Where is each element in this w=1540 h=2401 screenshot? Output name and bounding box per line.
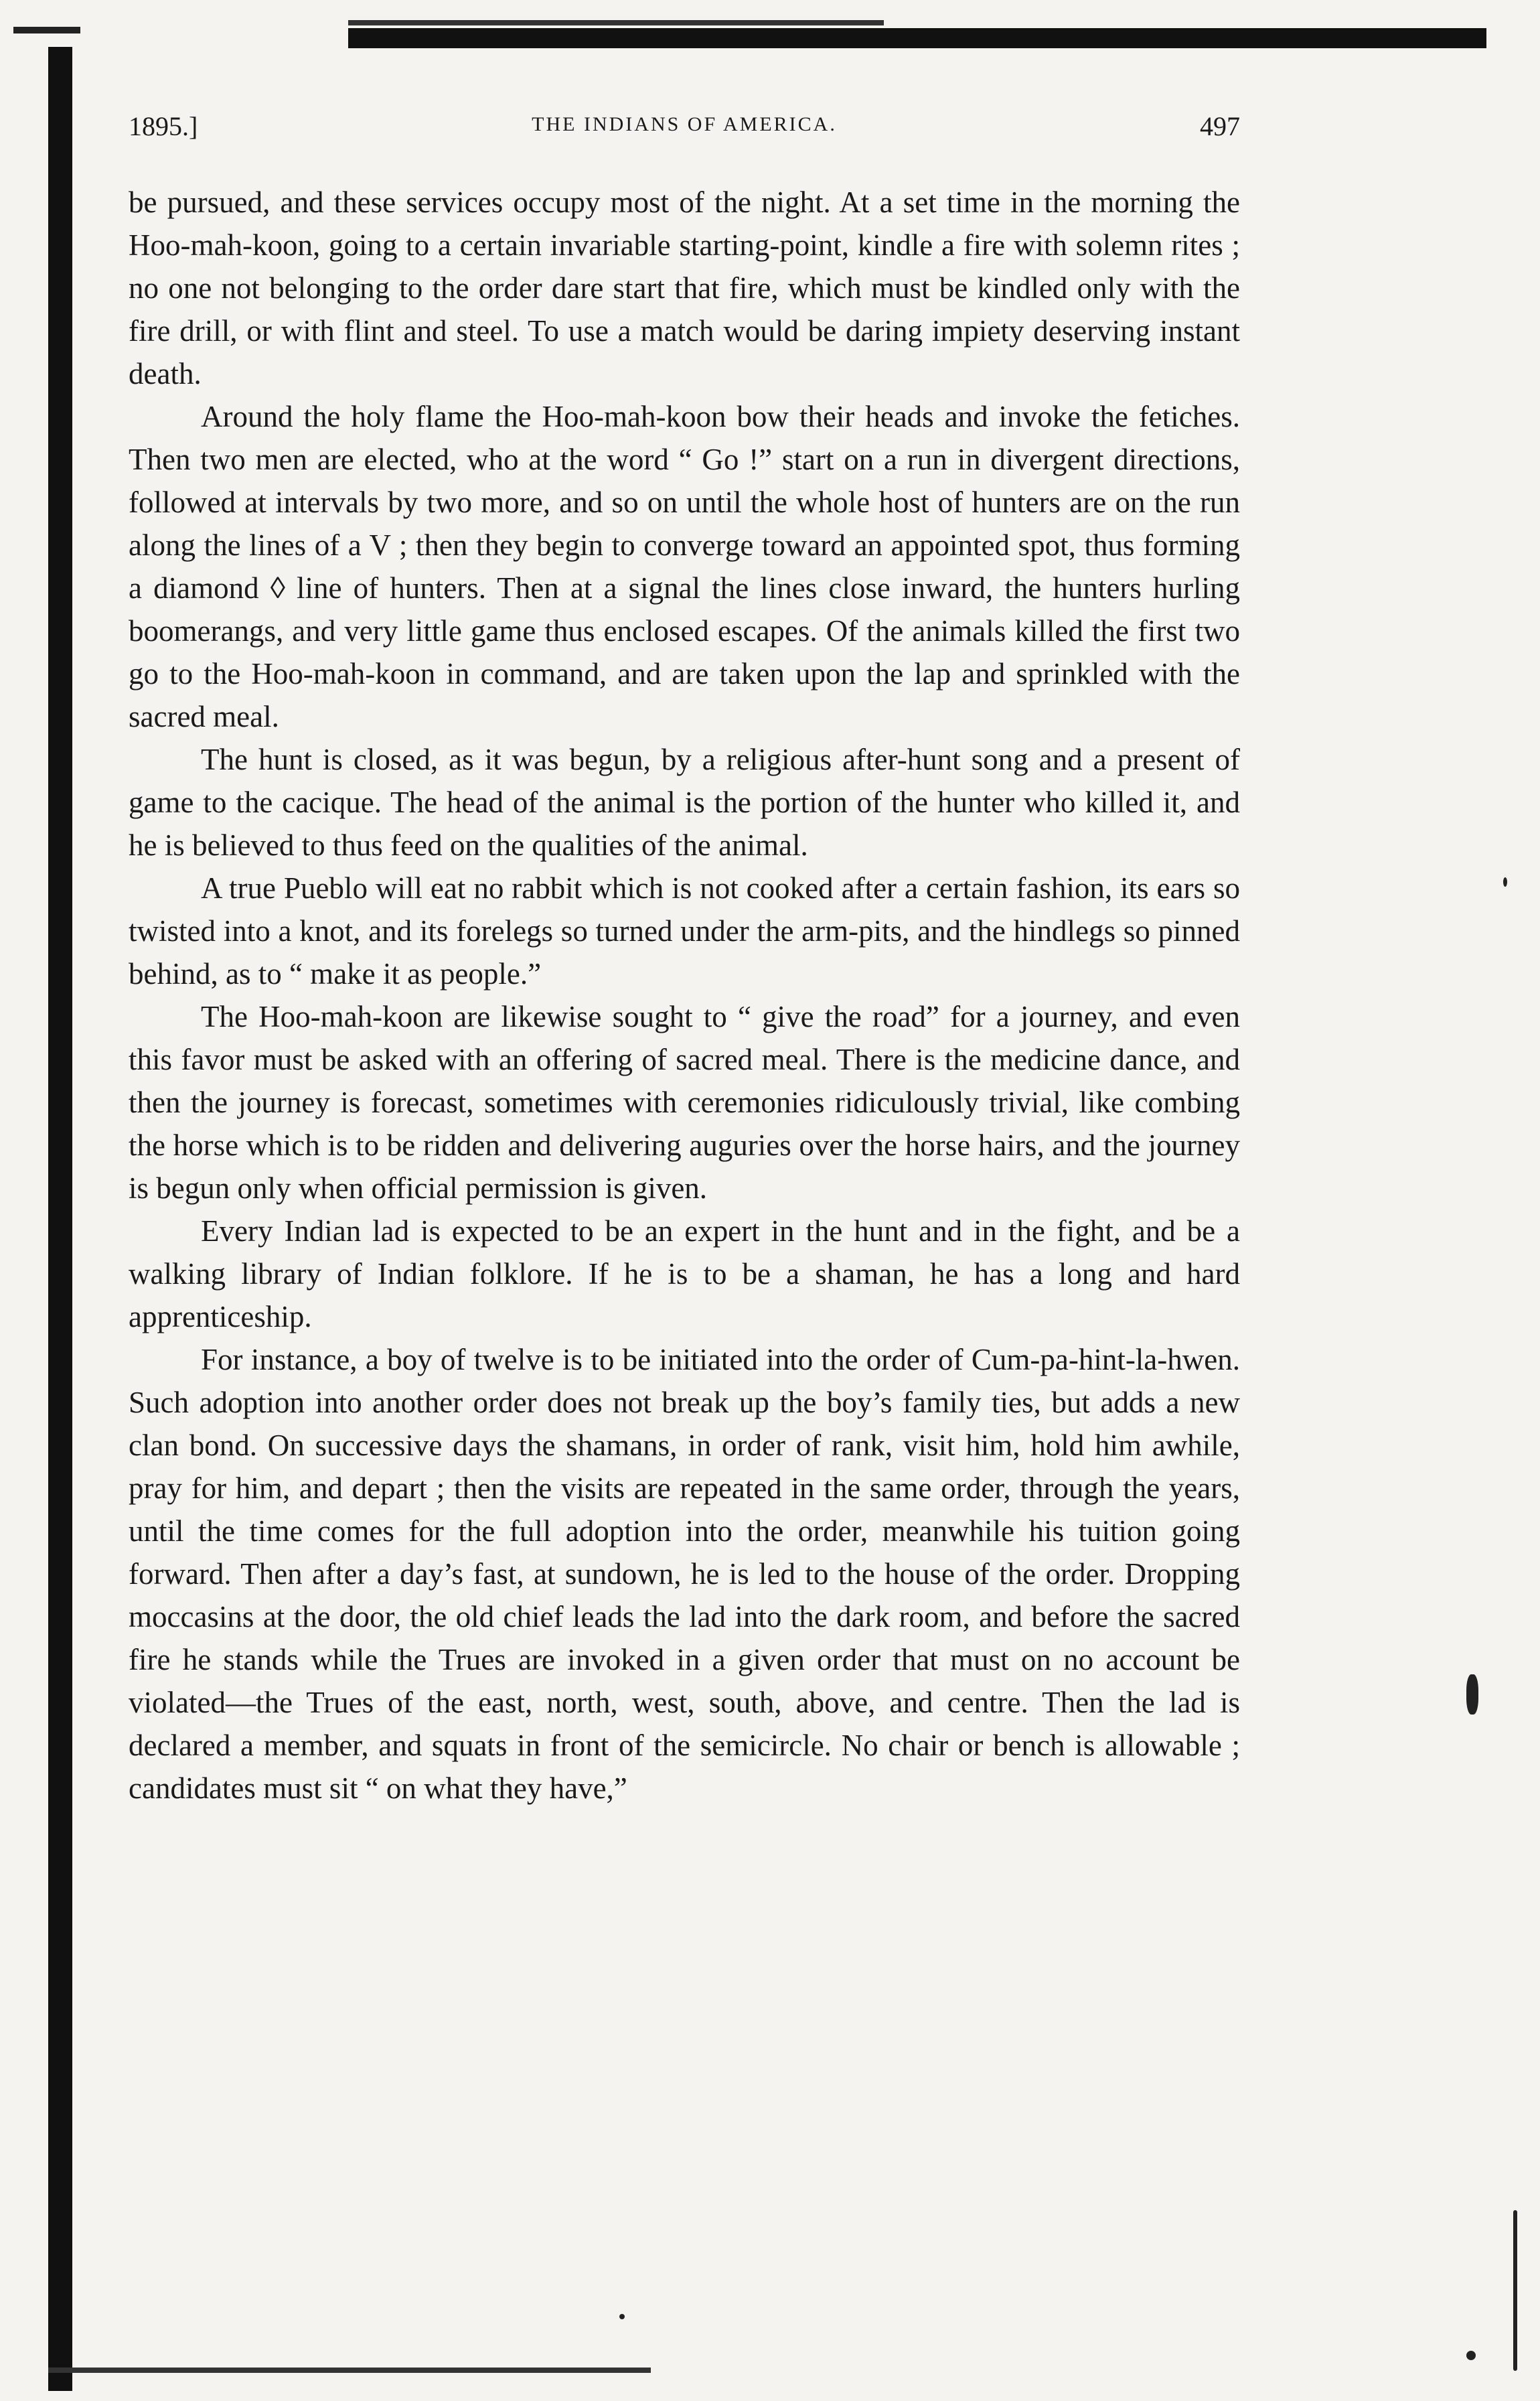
scan-speck: [619, 2314, 625, 2319]
paragraph: The Hoo-mah-koon are likewise sought to “ give the road” for a journey, and even this favor must be asked with an offering of sacred meal. There is the medicine dance, and then the journey is forecast, sometimes with ceremonies ridiculously trivial, like combing the horse which is to be ridden and delivering auguries over the horse hairs, and the journey is begun only when official permission is given.: [129, 1000, 1240, 1205]
paragraph: A true Pueblo will eat no rabbit which is not cooked after a certain fashion, its ears so twisted into a knot, and its forelegs so turned under the arm-pits, and the hindlegs so pinned behind, as to “ make it as people.”: [129, 871, 1240, 991]
paragraph: The hunt is closed, as it was begun, by a religious after-hunt song and a present of game to the cacique. The head of the animal is the portion of the hunter who killed it, and he is believed to thus feed on the qualities of the animal.: [129, 743, 1240, 862]
paragraph: Around the holy flame the Hoo-mah-koon bow their heads and invoke the fetiches. Then two men are elected, who at the word “ Go !” start on a run in divergent directions, followed at intervals by two more, and so on until the whole host of hunters are on the run along the lines of a V ; then they begin to converge toward an appointed spot, thus forming a diamond ◊ line of hunters. Then at a signal the lines close inward, the hunters hurling boomerangs, and very little game thus enclosed escapes. Of the animals killed the first two go to the Hoo-mah-koon in command, and are taken upon the lap and sprinkled with the sacred meal.: [129, 400, 1240, 733]
scan-speck: [1513, 2210, 1517, 2371]
scan-speck: [1466, 2351, 1476, 2360]
scan-speck: [1466, 1674, 1478, 1715]
top-scan-border: [348, 21, 1486, 48]
paragraph: For instance, a boy of twelve is to be initiated into the order of Cum-pa-hint-la-hwen. Such adoption into another order does not break up the boy’s family ties, but adds a new clan bond. On successive days the shamans, in order of rank, visit him, hold him awhile, pray for him, and depart ; then the visits are repeated in the same order, through the years, until the time comes for the full adoption into the order, meanwhile his tuition going forward. Then after a day’s fast, at sundown, he is led to the house of the order. Dropping moccasins at the door, the old chief leads the lad into the dark room, and before the sacred fire he stands while the Trues are invoked in a given order that must on no account be violated—the Trues of the east, north, west, south, above, and centre. Then the lad is declared a member, and squats in front of the semicircle. No chair or bench is allowable ; candidates must sit “ on what they have,”: [129, 1343, 1240, 1805]
paragraph: Every Indian lad is expected to be an expert in the hunt and in the fight, and be a walking library of Indian folklore. If he is to be a shaman, he has a long and hard apprenticeship.: [129, 1214, 1240, 1333]
binding-edge: [48, 47, 72, 2391]
page-body: [129, 181, 1240, 1810]
running-header: [129, 111, 1240, 151]
scan-speck: [1503, 877, 1507, 887]
paragraph: be pursued, and these services occupy most of the night. At a set time in the morning the Hoo-mah-koon, going to a certain invariable starting-point, kindle a fire with solemn rites ; no one not belonging to the order dare start that fire, which must be kindled only with the fire drill, or with flint and steel. To use a match would be daring impiety deserving instant death.: [129, 186, 1240, 390]
page-number: 497: [1200, 111, 1240, 141]
bottom-scan-line: [48, 2368, 651, 2373]
header-title: THE INDIANS OF AMERICA.: [532, 113, 837, 135]
header-year: 1895.]: [129, 111, 198, 141]
binding-edge-cap: [13, 27, 80, 33]
